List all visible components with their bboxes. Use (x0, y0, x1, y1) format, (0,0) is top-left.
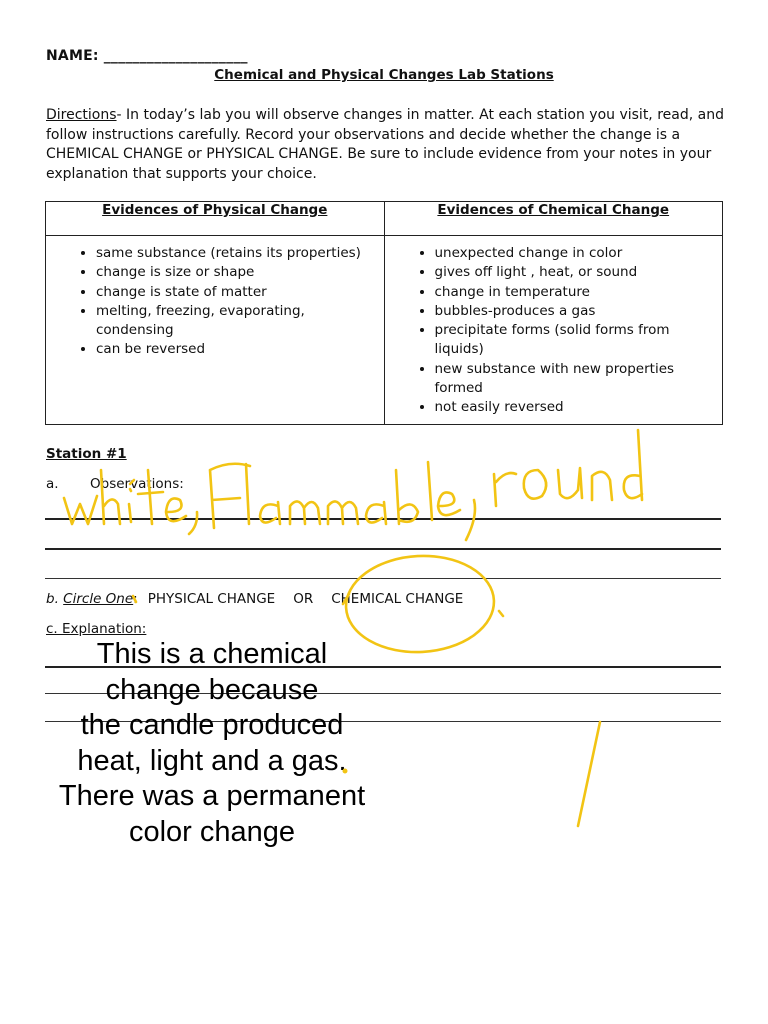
ink-mark (499, 611, 503, 616)
directions-text: - In today’s lab you will observe changes in matter. At each station you visit, read, and follow instructions carefully. Record your observations and decide whether the change is a CHEMICAL CHANGE or PHYSICAL CHANGE. Be sure to include evidence from your notes in your explanation that supports your choice. (46, 107, 724, 182)
page-title: Chemical and Physical Changes Lab Stations (214, 67, 554, 83)
physical-evidence-cell (46, 236, 385, 425)
option-physical-change[interactable]: PHYSICAL CHANGE (147, 591, 276, 607)
check-mark (578, 722, 600, 826)
explanation-answer-line: the candle produced (80, 709, 344, 741)
circle-one-colon: : (133, 591, 138, 607)
explanation-answer-line: heat, light and a gas. (77, 744, 347, 777)
option-chemical-change[interactable]: CHEMICAL CHANGE (331, 591, 464, 607)
list-item: • not easily reversed (435, 398, 713, 417)
chemical-change-header: Evidences of Chemical Change (384, 202, 723, 236)
physical-evidence-list (74, 244, 374, 360)
directions-paragraph (46, 106, 736, 184)
evidence-table (45, 201, 723, 425)
station-title: Station #1 (46, 446, 127, 462)
list-item: • new substance with new properties formed (435, 360, 713, 399)
explanation-label: c. Explanation: (46, 621, 147, 637)
observations-line-3[interactable] (45, 578, 721, 579)
observations-marker: a. (46, 476, 59, 492)
list-item: • change in temperature (435, 283, 713, 302)
observations-label: Observations: (90, 476, 184, 492)
chemical-evidence-cell (384, 236, 723, 425)
option-or: OR (293, 591, 314, 607)
name-field[interactable]: NAME: ____________________ (46, 48, 248, 64)
list-item: • same substance (retains its properties) (96, 244, 374, 263)
list-item: • melting, freezing, evaporating, condensing (96, 302, 374, 341)
physical-change-header: Evidences of Physical Change (46, 202, 385, 236)
list-item: • bubbles-produces a gas (435, 302, 713, 321)
explanation-answer-line: color change (128, 815, 296, 848)
circle-one-row (46, 591, 463, 607)
explanation-answer (40, 637, 384, 850)
circle-one-label: Circle One (63, 591, 134, 607)
list-item: • change is size or shape (96, 263, 374, 282)
observations-label-row (46, 476, 184, 492)
list-item: • unexpected change in color (435, 244, 713, 263)
chemical-evidence-list (413, 244, 713, 418)
explanation-answer-line: There was a permanent (58, 780, 366, 812)
circle-one-marker: b. (46, 591, 59, 607)
list-item: • precipitate forms (solid forms from liquids) (435, 321, 713, 360)
observations-line-2[interactable] (45, 548, 721, 550)
list-item: • can be reversed (96, 340, 374, 359)
explanation-answer-line: This is a chemical (96, 638, 328, 670)
observations-line-1[interactable] (45, 518, 721, 520)
directions-label: Directions (46, 107, 117, 123)
explanation-answer-line: change because (105, 673, 319, 706)
list-item: • change is state of matter (96, 283, 374, 302)
list-item: • gives off light , heat, or sound (435, 263, 713, 282)
